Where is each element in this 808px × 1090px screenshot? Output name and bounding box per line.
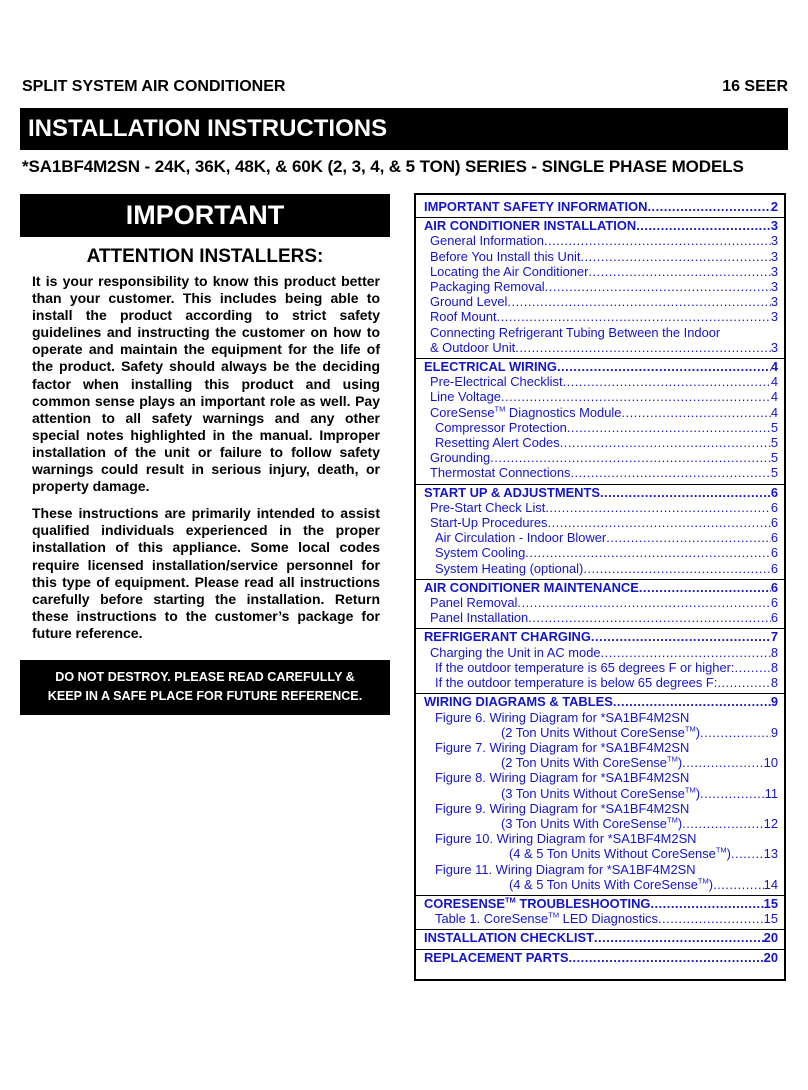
toc-start-up-procedures[interactable]: Start-Up Procedures ..... 6 (424, 515, 778, 530)
document-title: INSTALLATION INSTRUCTIONS (20, 108, 788, 150)
toc-electrical-wiring[interactable]: ELECTRICAL WIRING ..... 4 (424, 359, 778, 374)
toc-figure-10-cont[interactable]: (4 & 5 Ton Units Without CoreSense™) ..... 13 (424, 846, 778, 861)
header-row (22, 78, 788, 100)
toc-roof-mount[interactable]: Roof Mount ..... 3 (424, 309, 778, 324)
toc-figure-6-cont[interactable]: (2 Ton Units Without CoreSense™) ..... 9 (424, 725, 778, 740)
toc-coresense-troubleshooting[interactable]: CORESENSE™ TROUBLESHOOTING ..... 15 (424, 896, 778, 911)
toc-pre-electrical[interactable]: Pre-Electrical Checklist ..... 4 (424, 374, 778, 389)
toc-wiring-diagrams[interactable]: WIRING DIAGRAMS & TABLES ..... 9 (424, 694, 778, 709)
toc-figure-9[interactable]: Figure 9. Wiring Diagram for *SA1BF4M2SN (435, 800, 690, 816)
toc-panel-removal[interactable]: Panel Removal ..... 6 (424, 595, 778, 610)
toc-locating[interactable]: Locating the Air Conditioner ..... 3 (424, 264, 778, 279)
toc-compressor-protection[interactable]: Compressor Protection ..... 5 (424, 420, 778, 435)
responsibility-paragraph: It is your responsibility to know this product better than your customer. This includes being able to install the product according to strict safety guidelines and instructing the customer on how to operate and maintain the equipment for the life of the product. Safety should always be the deciding factor when installing this product and using common sense plays an important role as well. Pay attention to all safety warnings and any other special notes highlighted in the manual. Improper installation of the unit or failure to follow safety warnings could result in serious injury, death, or property damage. (32, 273, 380, 495)
attention-heading: ATTENTION INSTALLERS: (86, 246, 324, 267)
instructions-paragraph: These instructions are primarily intended to assist qualified individuals experienced in the proper installation of this appliance. Some local codes require licensed installation/service personnel for this type of equipment. Please read all instructions carefully before starting the installation. Return these instructions to the customer’s package for future reference. (32, 505, 380, 641)
notice-line-1: DO NOT DESTROY. PLEASE READ CAREFULLY & (55, 669, 355, 684)
toc-before-you-install[interactable]: Before You Install this Unit ..... 3 (424, 249, 778, 264)
toc-outdoor-below-65[interactable]: If the outdoor temperature is below 65 degrees F: ..... 8 (424, 675, 778, 690)
product-type: SPLIT SYSTEM AIR CONDITIONER (22, 78, 286, 95)
toc-resetting-alert-codes[interactable]: Resetting Alert Codes ..... 5 (424, 435, 778, 450)
toc-thermostat-connections[interactable]: Thermostat Connections ..... 5 (424, 465, 778, 480)
toc-charging-ac-mode[interactable]: Charging the Unit in AC mode ..... 8 (424, 645, 778, 660)
toc-replacement-parts[interactable]: REPLACEMENT PARTS ..... 20 (424, 950, 778, 965)
toc-pre-start-check[interactable]: Pre-Start Check List ..... 6 (424, 500, 778, 515)
toc-installation-checklist[interactable]: INSTALLATION CHECKLIST ..... 20 (424, 930, 778, 945)
toc-connecting-tubing[interactable]: Connecting Refrigerant Tubing Between the Indoor (430, 324, 721, 340)
toc-outdoor-65-higher[interactable]: If the outdoor temperature is 65 degrees F or higher: ..... 8 (424, 660, 778, 675)
seer-rating: 16 SEER (722, 78, 788, 95)
toc-figure-10[interactable]: Figure 10. Wiring Diagram for *SA1BF4M2SN (435, 831, 697, 847)
table-of-contents (414, 193, 786, 981)
toc-packaging-removal[interactable]: Packaging Removal ..... 3 (424, 279, 778, 294)
important-heading: IMPORTANT (20, 194, 390, 237)
toc-figure-8-cont[interactable]: (3 Ton Units Without CoreSense™) ..... 11 (424, 786, 778, 801)
toc-ac-installation[interactable]: AIR CONDITIONER INSTALLATION ..... 3 (424, 218, 778, 233)
toc-figure-6[interactable]: Figure 6. Wiring Diagram for *SA1BF4M2SN (435, 709, 690, 725)
toc-air-circulation[interactable]: Air Circulation - Indoor Blower ..... 6 (424, 530, 778, 545)
toc-ground-level[interactable]: Ground Level ..... 3 (424, 294, 778, 309)
model-line: *SA1BF4M2SN - 24K, 36K, 48K, & 60K (2, 3, 4, & 5 TON) SERIES - SINGLE PHASE MODELS (22, 157, 744, 176)
toc-figure-8[interactable]: Figure 8. Wiring Diagram for *SA1BF4M2SN (435, 770, 690, 786)
toc-table-1[interactable]: Table 1. CoreSense™ LED Diagnostics ..... 15 (424, 911, 778, 926)
toc-grounding[interactable]: Grounding ..... 5 (424, 450, 778, 465)
toc-figure-7-cont[interactable]: (2 Ton Units With CoreSense™) ..... 10 (424, 755, 778, 770)
toc-figure-11-cont[interactable]: (4 & 5 Ton Units With CoreSense™) ..... 14 (424, 877, 778, 892)
toc-general-information[interactable]: General Information ..... 3 (424, 233, 778, 248)
toc-coresense-module[interactable]: CoreSense™ Diagnostics Module ..... 4 (424, 405, 778, 420)
toc-start-up[interactable]: START UP & ADJUSTMENTS ..... 6 (424, 485, 778, 500)
toc-maintenance[interactable]: AIR CONDITIONER MAINTENANCE ..... 6 (424, 580, 778, 595)
toc-important-safety[interactable]: IMPORTANT SAFETY INFORMATION ..... 2 (424, 199, 778, 214)
notice-line-2: KEEP IN A SAFE PLACE FOR FUTURE REFERENCE. (47, 688, 363, 703)
toc-connecting-tubing-cont[interactable]: & Outdoor Unit ..... 3 (424, 340, 778, 355)
toc-system-cooling[interactable]: System Cooling ..... 6 (424, 545, 778, 560)
toc-refrigerant-charging[interactable]: REFRIGERANT CHARGING ..... 7 (424, 629, 778, 644)
toc-figure-9-cont[interactable]: (3 Ton Units With CoreSense™) ..... 12 (424, 816, 778, 831)
toc-line-voltage[interactable]: Line Voltage ..... 4 (424, 389, 778, 404)
important-panel (20, 194, 390, 715)
toc-system-heating[interactable]: System Heating (optional) ..... 6 (424, 561, 778, 576)
toc-figure-11[interactable]: Figure 11. Wiring Diagram for *SA1BF4M2SN (435, 861, 696, 877)
do-not-destroy-notice (20, 660, 390, 715)
toc-figure-7[interactable]: Figure 7. Wiring Diagram for *SA1BF4M2SN (435, 739, 690, 755)
toc-panel-installation[interactable]: Panel Installation ..... 6 (424, 610, 778, 625)
